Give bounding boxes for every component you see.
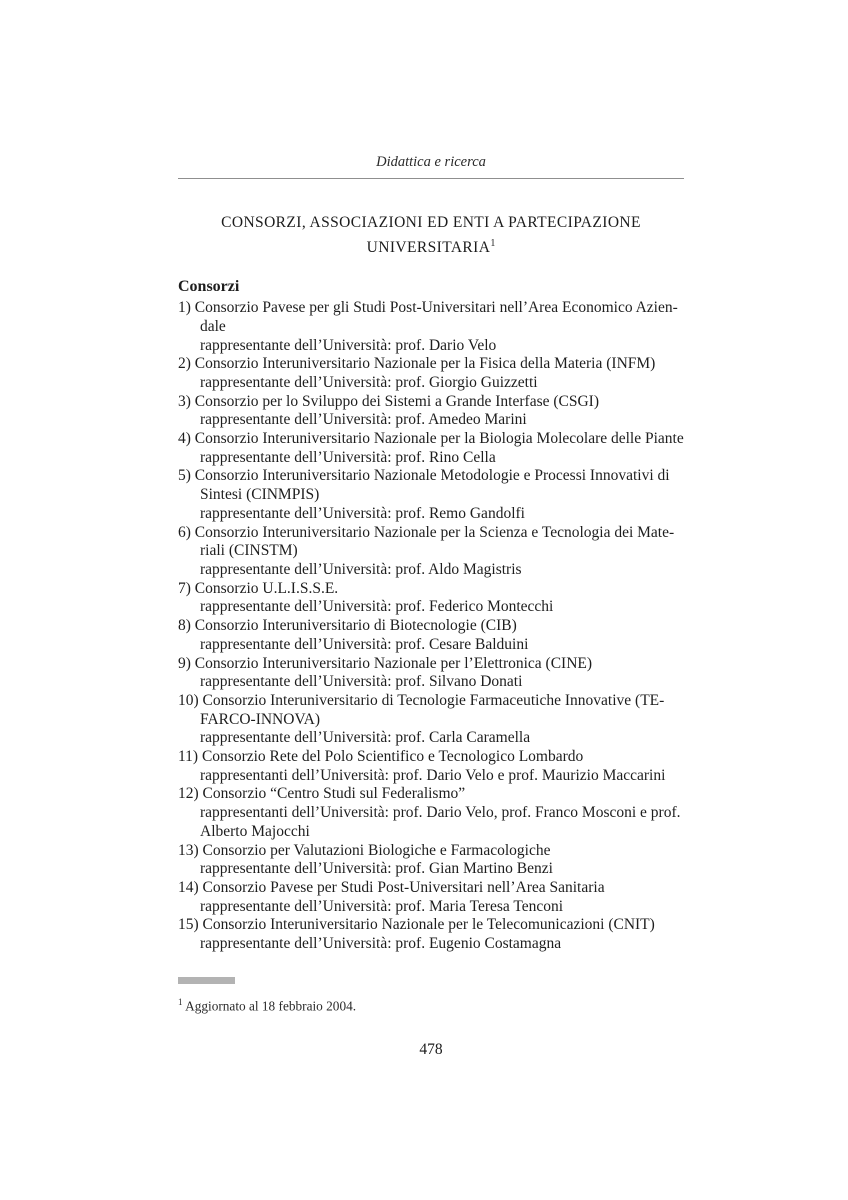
page-title-line1: CONSORZI, ASSOCIAZIONI ED ENTI A PARTECIPAZIONE [221, 214, 641, 231]
page-title [178, 212, 684, 258]
page-number: 478 [419, 1041, 443, 1059]
entry-first-line: 8) Consorzio Interuniversitario di Biotecnologie (CIB) [178, 617, 517, 635]
list-item [178, 879, 684, 916]
footnote-separator [178, 977, 235, 984]
entry-continuation-line: Sintesi (CINMPIS) [200, 486, 320, 504]
list-item [178, 467, 684, 523]
entry-continuation-line: rappresentante dell’Università: prof. Eugenio Costamagna [200, 935, 562, 953]
entry-continuation-line: rappresentante dell’Università: prof. Aldo Magistris [200, 561, 522, 578]
list-item [178, 617, 684, 654]
entry-first-line: 13) Consorzio per Valutazioni Biologiche e Farmacologiche [178, 841, 551, 859]
list-item [178, 524, 684, 580]
entry-first-line: 6) Consorzio Interuniversitario Nazionale per la Scienza e Tecnologia dei Mate- [178, 523, 675, 541]
entry-continuation-line: rappresentante dell’Università: prof. Federico Montecchi [200, 598, 554, 616]
header-rule [178, 178, 684, 179]
entry-first-line: 9) Consorzio Interuniversitario Nazionale per l’Elettronica (CINE) [178, 654, 593, 672]
entry-continuation-line: rappresentante dell’Università: prof. Cesare Balduini [200, 635, 529, 653]
page-content [178, 153, 684, 1059]
entry-continuation-line: rappresentante dell’Università: prof. Maria Teresa Tenconi [200, 897, 564, 915]
list-item [178, 299, 684, 355]
list-item [178, 785, 684, 841]
list-item [178, 916, 684, 953]
entry-first-line: 10) Consorzio Interuniversitario di Tecnologie Farmaceutiche Innovative (TE- [178, 691, 665, 709]
entry-continuation-line: rappresentante dell’Università: prof. Giorgio Guizzetti [200, 373, 538, 391]
entry-first-line: 7) Consorzio U.L.I.S.S.E. [178, 579, 339, 597]
entry-continuation-line: rappresentante dell’Università: prof. Carla Caramella [200, 729, 531, 747]
list-item [178, 692, 684, 748]
footnote [178, 994, 684, 1014]
entry-continuation-line: rappresentanti dell’Università: prof. Dario Velo, prof. Franco Mosconi e prof. [200, 804, 681, 822]
entry-continuation-line: rappresentante dell’Università: prof. Rino Cella [200, 448, 496, 466]
list-item [178, 842, 684, 879]
entry-continuation-line: riali (CINSTM) [200, 542, 298, 560]
footnote-marker: 1 [178, 996, 183, 1007]
list-item [178, 430, 684, 467]
entry-first-line: 14) Consorzio Pavese per Studi Post-Universitari nell’Area Sanitaria [178, 878, 605, 896]
list-item [178, 355, 684, 392]
entry-first-line: 3) Consorzio per lo Sviluppo dei Sistemi a Grande Interfase (CSGI) [178, 392, 599, 410]
section-heading: Consorzi [178, 278, 240, 296]
entry-continuation-line: rappresentante dell’Università: prof. Gian Martino Benzi [200, 860, 553, 878]
entry-first-line: 11) Consorzio Rete del Polo Scientifico e Tecnologico Lombardo [178, 748, 584, 766]
page-title-line2 [178, 233, 684, 258]
entry-continuation-line: rappresentante dell’Università: prof. Remo Gandolfi [200, 504, 525, 522]
entry-continuation-line: rappresentante dell’Università: prof. Dario Velo [200, 336, 497, 354]
entry-first-line: 15) Consorzio Interuniversitario Nazionale per le Telecomunicazioni (CNIT) [178, 916, 655, 934]
footnote-text: Aggiornato al 18 febbraio 2004. [185, 998, 357, 1014]
page-title-line2-text: UNIVERSITARIA [366, 239, 491, 257]
entry-first-line: 4) Consorzio Interuniversitario Nazionale per la Biologia Molecolare delle Piante [178, 430, 684, 448]
list-item [178, 655, 684, 692]
entry-continuation-line: Alberto Majocchi [200, 822, 310, 840]
entry-continuation-line: dale [200, 317, 226, 335]
list-item [178, 748, 684, 785]
consorzi-list [178, 299, 684, 954]
entry-continuation-line: rappresentante dell’Università: prof. Silvano Donati [200, 673, 523, 691]
entry-continuation-line: rappresentanti dell’Università: prof. Dario Velo e prof. Maurizio Maccarini [200, 766, 666, 784]
title-footnote-marker: 1 [490, 238, 496, 249]
entry-continuation-line: FARCO-INNOVA) [200, 710, 320, 728]
entry-continuation-line: rappresentante dell’Università: prof. Amedeo Marini [200, 411, 527, 429]
entry-first-line: 12) Consorzio “Centro Studi sul Federalismo” [178, 785, 466, 803]
list-item [178, 393, 684, 430]
running-header: Didattica e ricerca [376, 154, 486, 170]
entry-first-line: 2) Consorzio Interuniversitario Nazionale per la Fisica della Materia (INFM) [178, 355, 656, 373]
list-item [178, 580, 684, 617]
entry-first-line: 1) Consorzio Pavese per gli Studi Post-Universitari nell’Area Economico Azien- [178, 299, 678, 317]
entry-first-line: 5) Consorzio Interuniversitario Nazionale Metodologie e Processi Innovativi di [178, 467, 670, 485]
